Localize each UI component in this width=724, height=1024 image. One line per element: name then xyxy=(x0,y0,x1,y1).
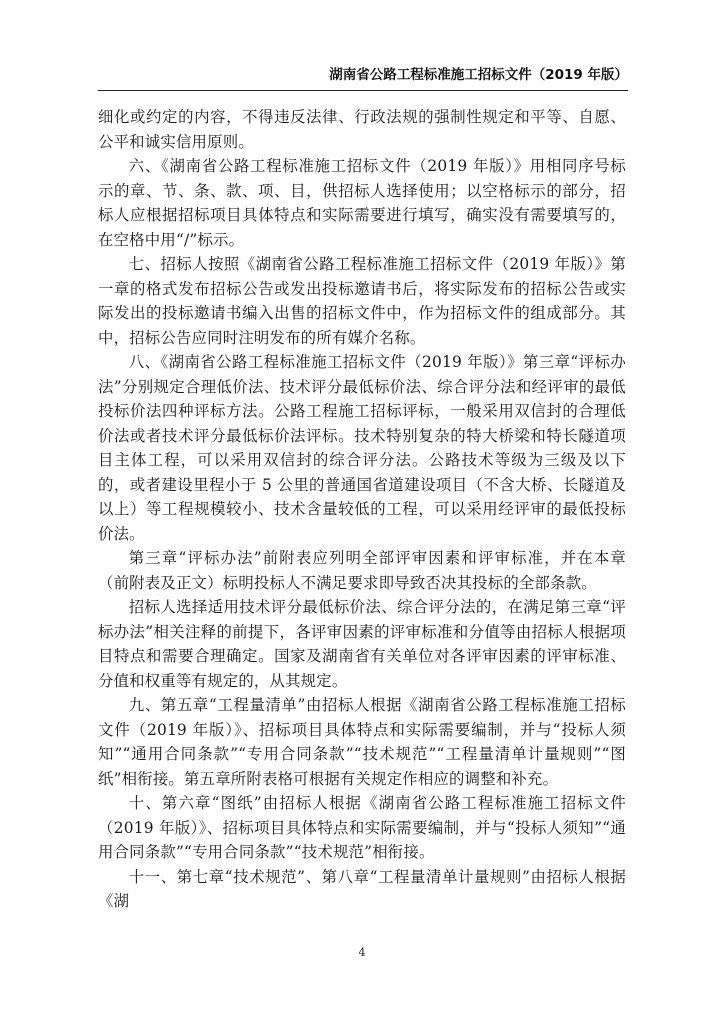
page-number: 4 xyxy=(358,946,366,959)
body-text xyxy=(98,105,626,914)
paragraph-item-8: 八、《湖南省公路工程标准施工招标文件（2019 年版）》第三章“评标办法”分别规定合理低价法、技术评分最低标价法、综合评分法和经评审的最低投标价法四种评标方法。公路工程施工招标评标，一般采用双信封的合理低价法或者技术评分最低标价法评标。技术特别复杂的特大桥梁和特长隧道项目主体工程，可以采用双信封的综合评分法。公路技术等级为三级及以下的，或者建设里程小于 5 公里的普通国省道建设项目（不含大桥、长隧道及以上）等工程规模较小、技术含量较低的工程，可以采用经评审的最低投标价法。 xyxy=(98,353,626,543)
paragraph-item-11: 十一、第七章“技术规范”、第八章“工程量清单计量规则”由招标人根据《湖 xyxy=(98,867,626,910)
paragraph-item-8-scoring: 招标人选择适用技术评分最低标价法、综合评分法的，在满足第三章“评标办法”相关注释的前提下，各评审因素的评审标准和分值等由招标人根据项目特点和需要合理确定。国家及湖南省有关单位对各评审因素的评审标准、分值和权重等有规定的，从其规定。 xyxy=(98,598,626,690)
paragraph-continued: 细化或约定的内容，不得违反法律、行政法规的强制性规定和平等、自愿、公平和诚实信用原则。 xyxy=(98,108,626,151)
document-title: 湖南省公路工程标准施工招标文件（2019 年版） xyxy=(329,67,628,83)
paragraph-item-10: 十、第六章“图纸”由招标人根据《湖南省公路工程标准施工招标文件（2019 年版）》、招标项目具体特点和实际需要编制，并与“投标人须知”“通用合同条款”“专用合同条款”“技术规范”相衔接。 xyxy=(98,794,626,861)
paragraph-item-8-evaluation-table: 第三章“评标办法”前附表应列明全部评审因素和评审标准，并在本章（前附表及正文）标明投标人不满足要求即导致否决其投标的全部条款。 xyxy=(98,549,626,592)
running-header xyxy=(98,62,628,91)
paragraph-item-9: 九、第五章“工程量清单”由招标人根据《湖南省公路工程标准施工招标文件（2019 年版）》、招标项目具体特点和实际需要编制，并与“投标人须知”“通用合同条款”“专用合同条款”“技术规范”“工程量清单计量规则”“图纸”相衔接。第五章所附表格可根据有关规定作相应的调整和补充。 xyxy=(98,696,626,788)
paragraph-item-7: 七、招标人按照《湖南省公路工程标准施工招标文件（2019 年版）》第一章的格式发布招标公告或发出投标邀请书后，将实际发布的招标公告或实际发出的投标邀请书编入出售的招标文件中，作为招标文件的组成部分。其中，招标公告应同时注明发布的所有媒介名称。 xyxy=(98,255,626,347)
paragraph-item-6: 六、《湖南省公路工程标准施工招标文件（2019 年版）》用相同序号标示的章、节、条、款、项、目，供招标人选择使用；以空格标示的部分，招标人应根据招标项目具体特点和实际需要进行填写，确实没有需要填写的，在空格中用“/”标示。 xyxy=(98,157,626,249)
